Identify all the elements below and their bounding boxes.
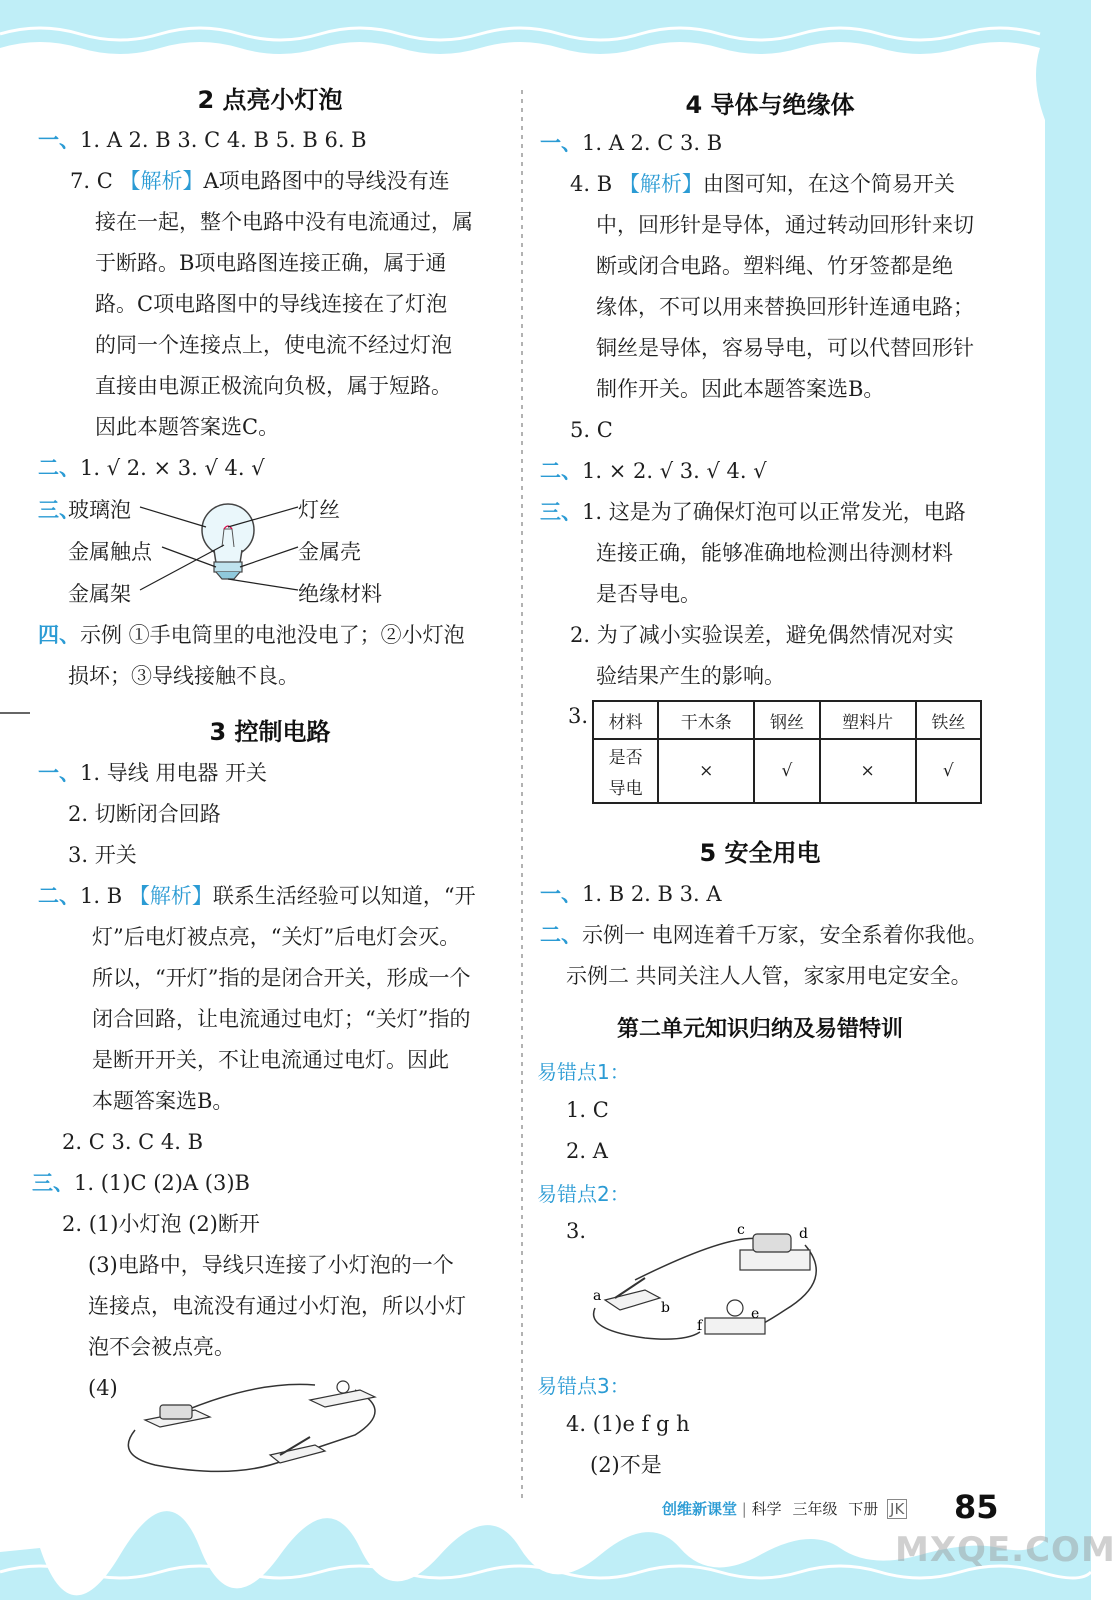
cell-plastic: × [820,739,916,803]
edition: JK [887,1499,907,1519]
s2-line-1 [38,127,367,153]
s4-line-3: 中，回形针是导体，通过转动回形针来切 [596,213,974,237]
s2-line-7: 直接由电源正极流向负极，属于短路。 [95,374,452,398]
s2-sec-3: 三、 [38,498,80,522]
label-contact: 金属触点 [68,540,152,564]
lbl-d: d [799,1226,808,1242]
s3-line-12: 2. (1)小灯泡 (2)断开 [62,1212,260,1236]
s3-line-10: 2. C 3. C 4. B [62,1130,204,1154]
th-steel: 钢丝 [754,701,819,739]
volume: 下册 [848,1500,879,1518]
s4-line-1: 一、1. A 2. C 3. B [540,131,723,155]
brand: 创维新课堂 [662,1500,738,1518]
answers: 1. √ 2. × 3. √ 4. √ [80,456,265,480]
s4-line-5: 缘体，不可以用来替换回形针连通电路； [596,295,974,319]
s2-line-11: 四、示例 ①手电筒里的电池没电了；②小灯泡 [38,623,465,647]
label-frame: 金属架 [68,582,131,606]
s3-line-4: 二、1. B 【解析】联系生活经验可以知道，“开 [38,884,476,908]
s4-line-13: 2. 为了减小实验误差，避免偶然情况对实 [570,623,954,647]
s4-line-7: 制作开关。因此本题答案选B。 [596,377,885,401]
label-insulate: 绝缘材料 [298,582,382,606]
lbl-b: b [661,1300,670,1316]
s3-line-2: 2. 切断闭合回路 [68,802,221,826]
s2-line-3: 接在一起，整个电路中没有电流通过，属 [95,210,473,234]
grade: 三年级 [792,1500,838,1518]
s4-line-14: 验结果产生的影响。 [596,664,785,688]
s3-line-14: 连接点，电流没有通过小灯泡，所以小灯 [88,1294,466,1318]
s3-line-8: 是断开开关，不让电流通过电灯。因此 [92,1048,449,1072]
p3-answer-2: (2)不是 [590,1453,662,1477]
cell-iron: √ [916,739,981,803]
s2-line-8: 因此本题答案选C。 [95,415,280,439]
row-label: 是否 导电 [593,739,658,803]
s4-line-12: 是否导电。 [596,582,701,606]
p1-answer-2: 2. A [566,1139,608,1163]
subject: 科学 [751,1500,782,1518]
s3-line-15: 泡不会被点亮。 [88,1335,235,1359]
s5-line-3: 示例二 共同关注人人管，家家用电定安全。 [566,964,972,988]
cell-wood: × [658,739,754,803]
s3-line-6: 所以，“开灯”指的是闭合开关，形成一个 [92,966,471,990]
lbl-c: c [737,1222,745,1238]
s4-line-4: 断或闭合电路。塑料绳、竹牙签都是绝 [596,254,953,278]
sec-mark: 二、 [38,456,80,480]
s3-line-16: (4) [88,1376,118,1400]
s5-line-2: 二、示例一 电网连着千万家，安全系着你我他。 [540,923,988,947]
th-iron: 铁丝 [916,701,981,739]
s2-line-12: 损坏；③导线接触不良。 [68,664,299,688]
s4-line-15: 3. [568,704,589,728]
s3-line-11: 三、1. (1)C (2)A (3)B [32,1171,250,1195]
watermark: MXQE.COM [895,1530,1116,1570]
analysis-tag: 【解析】 [119,169,204,193]
bulb-diagram [140,495,340,605]
lbl-e: e [751,1306,760,1322]
unit-title: 第二单元知识归纳及易错特训 [616,1017,903,1042]
th-material: 材料 [593,701,658,739]
error-point-3: 易错点3： [537,1374,630,1398]
q-num: 7. C [70,169,120,193]
th-wood: 干木条 [658,701,754,739]
th-plastic: 塑料片 [820,701,916,739]
p2-answer-1: 3. [566,1219,587,1243]
label-filament: 灯丝 [298,498,340,522]
sec-mark: 一、 [38,128,80,152]
section-3-title: 3 控制电路 [209,718,331,746]
s2-line-4: 于断路。B项电路图连接正确，属于通 [95,251,447,275]
s4-line-6: 铜丝是导体，容易导电，可以代替回形针 [596,336,974,360]
section-5-title: 5 安全用电 [699,839,821,867]
answers: 1. A 2. B 3. C 4. B 5. B 6. B [80,128,367,152]
lbl-f: f [697,1318,703,1334]
label-glass: 玻璃泡 [68,498,131,522]
s4-line-10: 三、1. 这是为了确保灯泡可以正常发光，电路 [540,500,966,524]
s2-line-5: 路。C项电路图中的导线连接在了灯泡 [95,292,448,316]
s3-line-7: 闭合回路，让电流通过电灯；“关灯”指的 [92,1007,471,1031]
p3-answer-1: 4. (1)e f g h [566,1412,690,1436]
circuit-diagram-left [115,1375,385,1485]
p1-answer-1: 1. C [566,1098,609,1122]
circuit-diagram-right [585,1220,825,1360]
text: A项电路图中的导线没有连 [203,169,450,193]
s3-line-5: 灯”后电灯被点亮，“关灯”后电灯会灭。 [92,925,461,949]
label-shell: 金属壳 [298,540,361,564]
footer: 创维新课堂 | 科学 三年级 下册 JK [662,1498,907,1524]
s2-line-2 [70,168,450,194]
error-point-2: 易错点2： [537,1182,630,1206]
s2-line-9 [38,455,265,481]
s3-line-1: 一、1. 导线 用电器 开关 [38,761,268,785]
lbl-a: a [593,1288,602,1304]
material-table [592,700,982,804]
section-2-title: 2 点亮小灯泡 [197,86,343,114]
s3-line-9: 本题答案选B。 [92,1089,234,1113]
page-number: 85 [954,1488,999,1526]
s2-line-6: 的同一个连接点上，使电流不经过灯泡 [95,333,452,357]
cell-steel: √ [754,739,819,803]
s3-line-13: (3)电路中，导线只连接了小灯泡的一个 [88,1253,454,1277]
s4-line-2: 4. B 【解析】由图可知，在这个简易开关 [570,172,955,196]
s4-line-11: 连接正确，能够准确地检测出待测材料 [596,541,953,565]
s5-line-1: 一、1. B 2. B 3. A [540,882,722,906]
s4-line-9: 二、1. × 2. √ 3. √ 4. √ [540,459,767,483]
s4-line-8: 5. C [570,418,613,442]
section-4-title: 4 导体与绝缘体 [685,91,855,119]
error-point-1: 易错点1： [537,1060,630,1084]
s3-line-3: 3. 开关 [68,843,137,867]
